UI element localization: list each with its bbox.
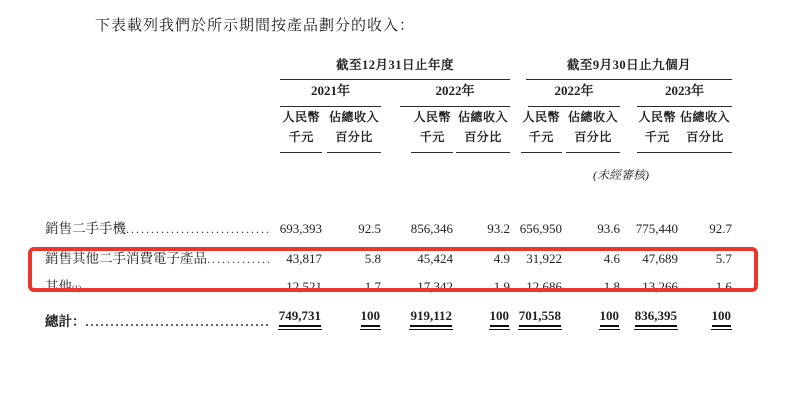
cell-value: 93.2 — [487, 221, 511, 236]
cell-value: 31,922 — [526, 251, 563, 266]
measure-header-row — [45, 107, 732, 153]
total-value: 100 — [600, 308, 620, 327]
col-pct-of-revenue: 佔總收入 百分比 — [327, 107, 381, 153]
cell-value: 4.9 — [493, 251, 511, 266]
cell-value: 12,521 — [286, 279, 322, 294]
cell-value: 656,950 — [519, 221, 563, 236]
table-row-total — [45, 299, 732, 330]
row-label: 銷售二手手機 — [45, 221, 126, 236]
col-rmb-thousand: 人民幣 千元 — [521, 107, 563, 153]
col-rmb-thousand: 人民幣 千元 — [637, 107, 679, 153]
cell-value: 12,686 — [526, 279, 563, 294]
cell-value: 1.6 — [715, 279, 733, 294]
total-value: 919,112 — [410, 308, 452, 327]
table-row-other-electronics — [45, 247, 732, 275]
total-value: 701,558 — [519, 308, 561, 327]
cell-value: 4.6 — [603, 251, 621, 266]
col-pct-of-revenue: 佔總收入 百分比 — [566, 107, 620, 153]
cell-value: 13,266 — [642, 279, 679, 294]
total-label: 總計： — [45, 314, 86, 329]
cell-value: 5.8 — [364, 251, 381, 266]
dot-leader — [126, 222, 270, 237]
year-2021: 2021年 — [280, 80, 381, 107]
period-group-ye-dec31: 截至12月31日止年度 — [280, 55, 510, 80]
table-row-secondhand-phones — [45, 183, 732, 247]
dot-leader — [81, 280, 270, 295]
total-value: 749,731 — [279, 308, 321, 327]
total-value: 100 — [361, 308, 381, 327]
cell-value: 1.8 — [603, 279, 621, 294]
page-title: 下表載列我們於所示期間按產品劃分的收入： — [95, 18, 416, 34]
cell-value: 693,393 — [279, 221, 322, 236]
cell-value: 1.7 — [364, 279, 381, 294]
cell-value: 5.7 — [715, 251, 733, 266]
year-2022-9m: 2022年 — [528, 80, 620, 107]
col-rmb-thousand: 人民幣 千元 — [411, 107, 453, 153]
dot-leader — [86, 315, 271, 330]
cell-value: 775,440 — [635, 221, 679, 236]
total-value: 100 — [712, 308, 732, 327]
col-pct-of-revenue: 佔總收入 百分比 — [456, 107, 510, 153]
col-rmb-thousand: 人民幣 千元 — [280, 107, 322, 153]
dot-leader — [207, 252, 270, 267]
unaudited-note-row — [45, 153, 732, 183]
cell-value: 17,342 — [417, 279, 453, 294]
unaudited-note: (未經審核) — [593, 168, 650, 182]
year-header-row — [45, 80, 732, 107]
cell-value: 47,689 — [642, 251, 679, 266]
period-group-9m-sep30: 截至9月30日止九個月 — [526, 55, 732, 80]
cell-value: 93.6 — [597, 221, 621, 236]
cell-value: 1.9 — [493, 279, 511, 294]
row-label: 銷售其他二手消費電子產品 — [45, 251, 207, 266]
cell-value: 45,424 — [417, 251, 453, 266]
total-value: 836,395 — [635, 308, 677, 327]
year-2023-9m: 2023年 — [637, 80, 732, 107]
period-group-header-row — [45, 55, 732, 80]
year-2022: 2022年 — [400, 80, 510, 107]
col-pct-of-revenue: 佔總收入 百分比 — [678, 107, 732, 153]
cell-value: 92.5 — [358, 221, 381, 236]
cell-value: 92.7 — [709, 221, 733, 236]
cell-value: 856,346 — [410, 221, 453, 236]
revenue-by-product-table — [45, 55, 732, 330]
table-row-others: 其他 (1) ..... 12,521 1.7 17,342 1.9 12,686 1.8 13,266 1.6 — [45, 275, 732, 299]
row-label: 其他 — [45, 279, 72, 294]
cell-value: 43,817 — [286, 251, 322, 266]
total-value: 100 — [490, 308, 510, 327]
